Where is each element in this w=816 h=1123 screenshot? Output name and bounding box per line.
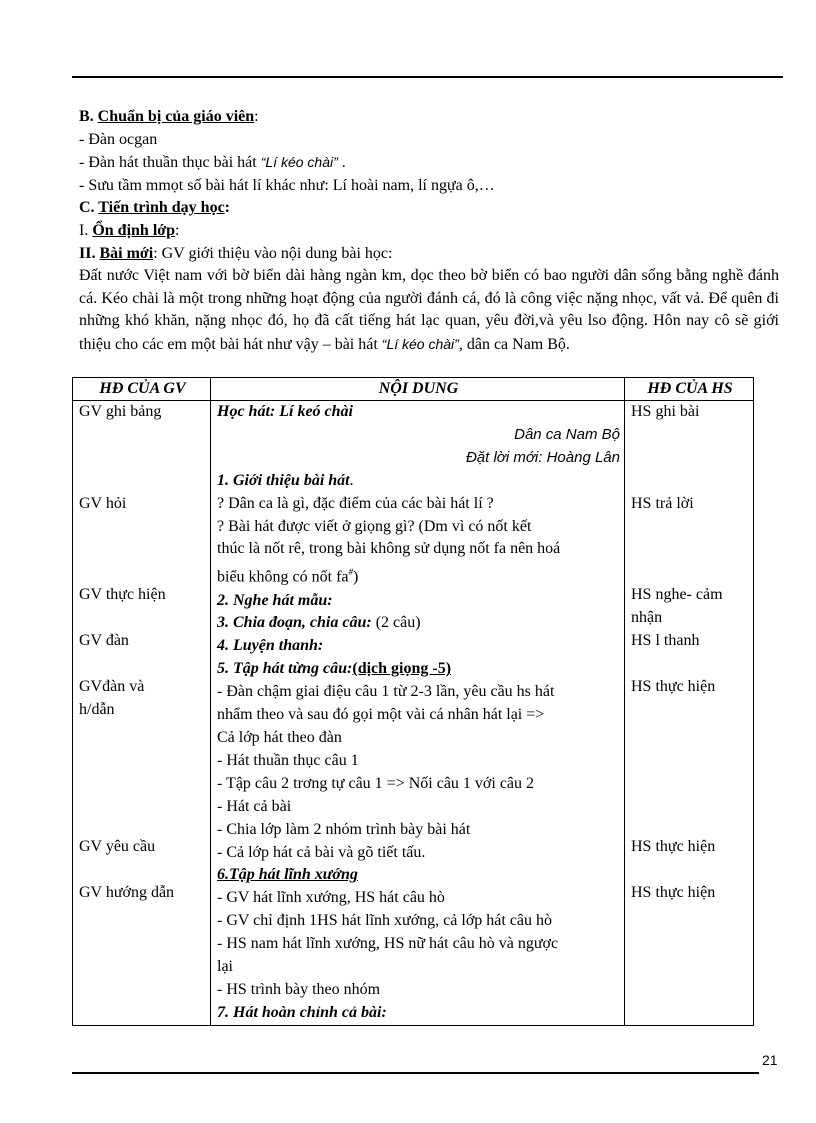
header-hs: HĐ CỦA HS (625, 378, 754, 401)
section-ii-title: Bài mới (99, 244, 154, 262)
header-rule (72, 76, 783, 78)
hs-column: HS ghi bài HS trả lời HS nghe- cảm nhận HS l thanh HS thực hiện HS thực hiện HS thực hiện (625, 401, 754, 1026)
section-b-item: - Đàn ocgan (79, 130, 158, 148)
lesson-intro (79, 106, 779, 357)
header-content: NỘI DUNG (211, 378, 625, 401)
song-origin: Dân ca Nam Bộ (514, 425, 620, 443)
section-b-item: - Đàn hát thuần thục bài hát “Lí kéo chài” . (79, 154, 346, 172)
section-c-title: Tiến trình dạy học (98, 199, 225, 217)
content-column: Học hát: Lí keó chài Dân ca Nam Bộ Đặt lời mới: Hoàng Lân 1. Giới thiệu bài hát. ? Dân ca là gì, đặc điểm của các bài hát lí ? ? Bài hát được viết ở giọng gì? (Dm vì có nốt kết thúc là nốt rê, trong bài không sử dụng nốt fa nên hoá biểu không có nốt fa#) 2. Nghe hát mẫu: 3. Chia đoạn, chia câu: (2 câu) 4. Luyện thanh: 5. Tập hát từng câu:(dịch giọng -5) - Đàn chậm giai điệu câu 1 từ 2-3 lần, yêu cầu hs hát nhẩm theo và sau đó gọi một vài cá nhân hát lại => Cả lớp hát theo đàn - Hát thuần thục câu 1 - Tập câu 2 trơng tự câu 1 => Nối câu 1 với câu 2 - Hát cả bài - Chia lớp làm 2 nhóm trình bày bài hát - Cả lớp hát cả bài và gõ tiết tấu. 6.Tập hát lĩnh xướng - GV hát lĩnh xướng, HS hát câu hò - GV chỉ định 1HS hát lĩnh xướng, cả lớp hát câu hò - HS nam hát lĩnh xướng, HS nữ hát câu hò và ngược lại - HS trình bày theo nhóm 7. Hát hoàn chỉnh cả bài: (211, 401, 625, 1026)
footer-rule (72, 1072, 759, 1074)
song-lyricist: Đặt lời mới: Hoàng Lân (465, 448, 620, 466)
header-gv: HĐ CỦA GV (73, 378, 211, 401)
lesson-table (72, 377, 754, 1026)
section-b-heading: B. Chuẩn bị của giáo viên: (79, 108, 259, 125)
intro-paragraph: Đất nước Việt nam với bờ biển dài hàng ngàn km, dọc theo bờ biển có bao người dân sống bằng nghề đánh cá. Kéo chài là một trong những hoạt động của người đánh cá, đó là công việc nặng nhọc, vất vả. Để quên đi những khó khăn, nặng nhọc đó, họ đã cất tiếng hát lạc quan, yêu đời,và yêu lso động. Hôn nay cô sẽ giới thiệu cho các em một bài hát như vậy – bài hát “Lí kéo chài”, dân ca Nam Bộ. (79, 267, 779, 353)
section-c-heading: C. Tiến trình dạy học: (79, 199, 230, 217)
song-title: Học hát: Lí keó chài (217, 403, 353, 420)
table-header-row (73, 378, 754, 401)
section-i-heading: I. Ổn định lớp: (79, 221, 180, 239)
section-b-title: Chuẩn bị của giáo viên (97, 108, 255, 125)
gv-column: GV ghi bảng GV hỏi GV thực hiện GV đàn GVđàn và h/dẫn GV yêu cầu GV hướng dẫn (73, 401, 211, 1026)
page-number: 21 (762, 1052, 778, 1068)
section-i-title: Ổn định lớp (92, 221, 176, 239)
section-ii-heading: II. Bài mới: GV giới thiệu vào nội dung bài học: (79, 244, 393, 262)
table-row (73, 401, 754, 1026)
section-b-item: - Sưu tầm mmọt số bài hát lí khác như: Lí hoài nam, lí ngựa ô,… (79, 176, 495, 194)
